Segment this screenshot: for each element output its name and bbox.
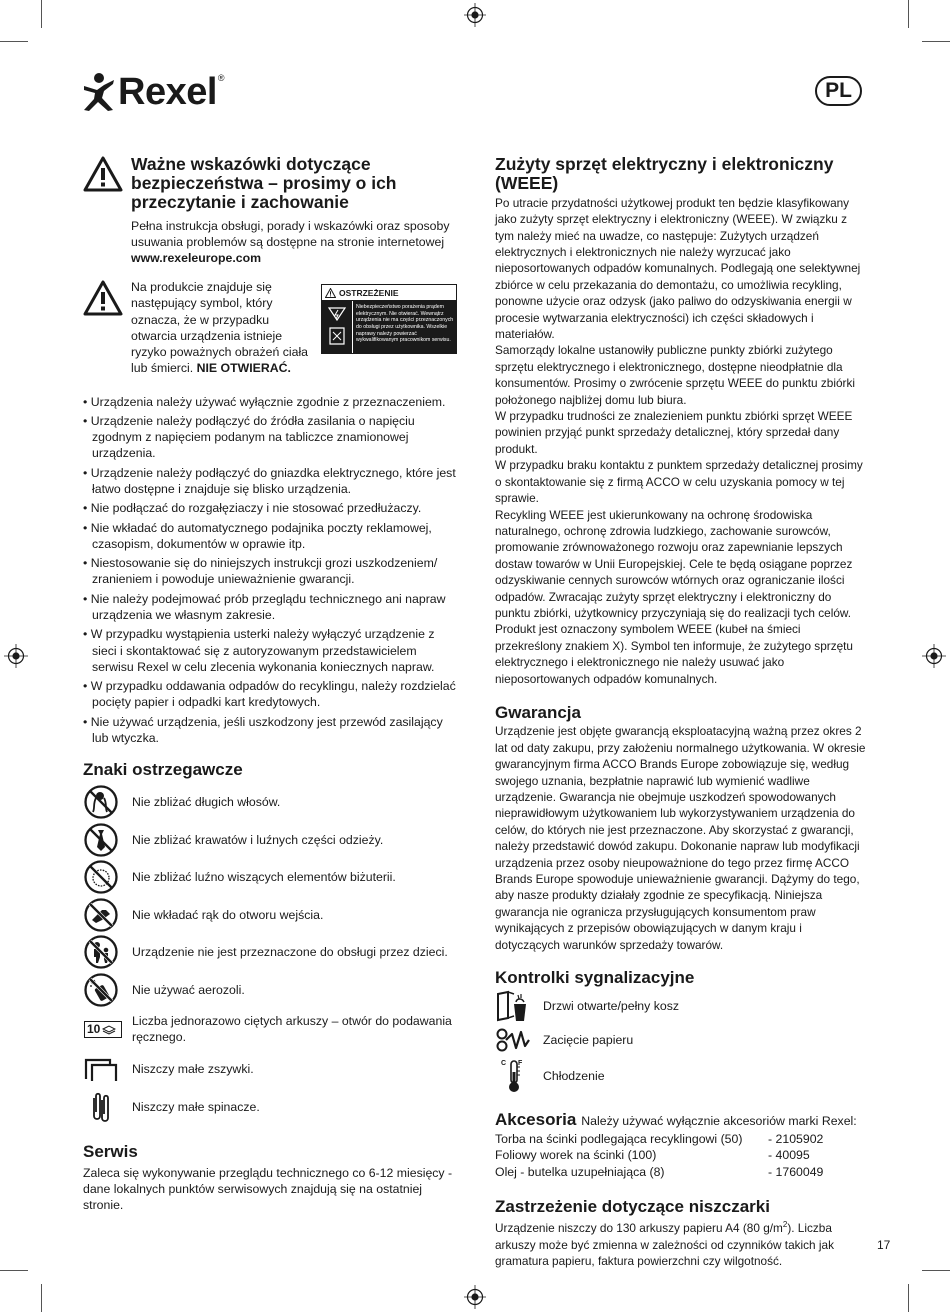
sheet-capacity-icon [83, 1011, 123, 1047]
weee-paragraph: Po utracie przydatności użytkowej produkt ten będzie klasyfikowany jako zużyty sprzęt elektryczny i elektroniczny (WEEE). W związku z tym należy mieć na uwadze, co następuje: Zużytych urządzeń elektrycznych i elektronicznych nie należy wyrzucać jako nieposortowanych odpadów komunalnych. Podlegają one selektywnej zbiórce w celu przekazania do demontażu, co umożliwia recykling, ponowne użycie oraz odzysk (jako paliwo do odzyskiwania energii w procesie wytwarzania elektryczności) ich części składowych i materiałów. [495, 195, 861, 342]
crop-mark [41, 1284, 42, 1312]
service-text: Zaleca się wykonywanie przeglądu technicznego co 6-12 miesięcy - dane lokalnych punktów serwisowych znajdują się na ostatniej stronie. [83, 1165, 453, 1213]
staple-icon [84, 1055, 118, 1083]
warning-signs-title: Znaki ostrzegawcze [83, 759, 243, 779]
indicator-text: Zacięcie papieru [543, 1033, 634, 1048]
safety-bullet: • Urządzenie należy podłączyć do gniazdka elektrycznego, które jest łatwo dostępne i znajduje się blisko urządzenia. [83, 465, 458, 497]
electric-shock-icon [322, 301, 352, 353]
warning-sign-row [83, 933, 458, 971]
cooling-thermometer-icon [501, 1058, 527, 1094]
warning-label [321, 284, 457, 354]
accessory-code: - 40095 [768, 1148, 810, 1163]
weee-paragraph: W przypadku trudności ze znalezieniem punktu zbiórki sprzęt WEEE powinien przyjąć punkt sprzedaży detalicznej, który sprzedał dany produkt. [495, 409, 853, 456]
registration-mark-icon [464, 3, 486, 27]
registered-mark: ® [217, 73, 225, 83]
disclaimer-text-a: Urządzenie niszczy do 130 arkuszy papieru A4 (80 g/m [495, 1221, 783, 1236]
paperclip-icon [86, 1090, 116, 1124]
warning-sign-text: Nie zbliżać długich włosów. [132, 795, 281, 809]
no-jewellery-icon [84, 860, 118, 894]
crop-mark [922, 1270, 950, 1271]
no-tie-icon [84, 823, 118, 857]
safety-bullet: • Nie używać urządzenia, jeśli uszkodzony jest przewód zasilający lub wtyczka. [83, 714, 458, 746]
no-children-icon [84, 935, 118, 969]
indicators-title: Kontrolki sygnalizacyjne [495, 968, 695, 988]
warning-sign-text: Urządzenie nie jest przeznaczone do obsługi przez dzieci. [132, 945, 448, 959]
safety-header [83, 155, 458, 266]
warning-sign-text: Nie używać aerozoli. [132, 982, 245, 997]
service-title: Serwis [83, 1142, 138, 1162]
disclaimer-text [495, 1217, 867, 1269]
do-not-open-text: NIE OTWIERAĆ. [196, 361, 291, 376]
website-link[interactable]: www.rexeleurope.com [131, 251, 262, 266]
warranty-text: Urządzenie jest objęte gwarancją eksploatacyjną ważną przez okres 2 lat od daty zakupu, przy założeniu normalnego użytkowania. W okresie gwarancyjnym firma ACCO Brands Europe zobowiązuje się, według swojego uznania, bezpłatnie naprawić lub wymienić wadliwe urządzenie. Gwarancja nie obejmuje uszkodzeń spowodowanych nieprawidłowym użytkowaniem lub wykorzystywaniem urządzenia do celów, do których nie jest przeznaczone. Aby skorzystać z gwarancji, należy przedstawić dowód zakupu. Dokonanie napraw lub modyfikacji urządzenia przez osoby nieupoważnione do tego przez firmę ACCO Brands Europe spowoduje unieważnienie gwarancji. Dążymy do tego, aby nasze produkty działały zgodnie ze specyfikacją. Niniejsza gwarancja nie ogranicza przysługujących konsumentom praw wynikających z przepisów obowiązujących w danym kraju i dotyczących warunków sprzedaży towarów. [495, 724, 866, 952]
indicator-row [495, 1057, 867, 1095]
warning-label-title: OSTRZEŻENIE [339, 287, 399, 298]
warning-triangle-icon [325, 288, 336, 298]
warning-sign-text: Niszczy małe spinacze. [132, 1099, 260, 1114]
right-column [495, 155, 867, 1269]
paper-jam-icon [495, 1026, 531, 1054]
warning-triangle-icon [83, 156, 123, 192]
safety-bullets [83, 394, 458, 746]
safety-bullet: • W przypadku wystąpienia usterki należy wyłączyć urządzenie z sieci i skontaktować się z autoryzowanym przedstawicielem serwisu Rexel w celu zlecenia wykonania koniecznych napraw. [83, 626, 458, 674]
warning-sign-text: Nie zbliżać krawatów i luźnych części odzieży. [132, 832, 384, 847]
registration-mark-icon [4, 644, 28, 668]
warranty-title: Gwarancja [495, 702, 581, 722]
weee-title: Zużyty sprzęt elektryczny i elektroniczny (WEEE) [495, 154, 834, 193]
weee-paragraph: Produkt jest oznaczony symbolem WEEE (kubeł na śmieci przekreślony znakiem X). Symbol ten informuje, że zużytego sprzętu elektrycznego i elektronicznego nie należy usuwać jako nieposortowanych odpadów komunalnych. [495, 622, 853, 686]
warning-sign-row [83, 821, 458, 859]
svg-text:F: F [518, 1060, 523, 1068]
accessory-row [495, 1147, 867, 1163]
weee-paragraph: W przypadku braku kontaktu z punktem sprzedaży detalicznej prosimy o skontaktowanie się z firmą ACCO w celu uzyskania pomocy w tej sprawie. [495, 458, 863, 506]
safety-bullet: • Nie wkładać do automatycznego podajnika poczty reklamowej, czasopism, dokumentów w oprawie itp. [83, 520, 458, 552]
warning-sign-row [83, 1050, 458, 1088]
warning-sign-row [83, 783, 458, 821]
crop-mark [908, 1284, 909, 1312]
language-badge: PL [815, 76, 862, 106]
indicators-list [495, 989, 867, 1095]
warning-sign-row [83, 858, 458, 896]
door-open-bin-full-icon [495, 990, 529, 1022]
accessories-header [495, 1111, 867, 1129]
sheet-capacity-badge: 10 [87, 1022, 101, 1037]
crop-mark [908, 0, 909, 28]
safety-bullet: • W przypadku oddawania odpadów do recyklingu, należy rozdzielać pocięty papier i odpadki kart kredytowych. [83, 678, 458, 710]
indicator-text: Drzwi otwarte/pełny kosz [543, 999, 679, 1014]
accessories-intro: Należy używać wyłącznie akcesoriów marki Rexel: [581, 1114, 857, 1129]
warning-sign-row [83, 1088, 458, 1126]
registration-mark-icon [922, 644, 946, 668]
symbol-note [131, 279, 313, 376]
crop-mark [922, 41, 950, 42]
safety-bullet: • Urządzenie należy podłączyć do źródła zasilania o napięciu zgodnym z napięciem podanym na tabliczce znamionowej urządzenia. [83, 413, 458, 461]
accessory-code: - 1760049 [768, 1164, 824, 1179]
disclaimer-title: Zastrzeżenie dotyczące niszczarki [495, 1196, 770, 1216]
disclaimer-sup: 2 [782, 1220, 788, 1230]
disclaimer-text-b: ). Liczba arkuszy może być zmienna w zależności od czynników takich jak gramatura papieru, faktura powierzchni czy wilgotność. [495, 1221, 834, 1269]
safety-intro [131, 218, 458, 267]
warning-sign-text: Nie wkładać rąk do otworu wejścia. [132, 907, 324, 922]
safety-bullet: • Urządzenia należy używać wyłącznie zgodnie z przeznaczeniem. [83, 394, 458, 410]
svg-text:C: C [501, 1060, 507, 1068]
accessory-name: Torba na ścinki podlegająca recyklingowi (50) [495, 1131, 743, 1146]
no-hands-icon [84, 898, 118, 932]
rexel-logo [82, 70, 225, 114]
no-aerosol-icon [84, 973, 118, 1007]
accessory-row [495, 1131, 867, 1147]
accessory-code: - 2105902 [768, 1131, 824, 1146]
safety-title: Ważne wskazówki dotyczące bezpieczeństwa – prosimy o ich przeczytanie i zachowanie [131, 154, 397, 212]
brand-name: Rexel [118, 71, 217, 113]
accessory-name: Olej - butelka uzupełniająca (8) [495, 1164, 665, 1179]
warning-sign-text: Niszczy małe zszywki. [132, 1062, 254, 1076]
warning-label-header [322, 285, 456, 301]
warning-sign-row [83, 1008, 458, 1050]
page-number: 17 [877, 1238, 891, 1252]
warning-label-body [322, 301, 456, 353]
indicator-row [495, 1023, 867, 1057]
indicator-row [495, 989, 867, 1023]
accessory-row [495, 1164, 867, 1180]
symbol-note-text: Na produkcie znajduje się następujący symbol, który oznacza, że w przypadku otwarcia urządzenia istnieje ryzyko poważnych obrażeń ciała lub śmierci. [131, 280, 309, 376]
weee-paragraph: Samorządy lokalne ustanowiły publiczne punkty zbiórki zużytego sprzętu elektrycznego i elektronicznego, dostępne nieodpłatnie dla konsumentów. Prosimy o zwrócenie sprzętu WEEE do punktu zbiórki położonego najbliżej domu lub biura. [495, 343, 855, 407]
crop-mark [41, 0, 42, 28]
warning-sign-row [83, 971, 458, 1009]
registration-mark-icon [464, 1285, 486, 1309]
indicator-text: Chłodzenie [543, 1069, 605, 1084]
safety-bullet: • Niestosowanie się do niniejszych instrukcji grozi uszkodzeniem/ zranieniem i powoduje unieważnienie gwarancji. [83, 555, 458, 587]
safety-intro-text: Pełna instrukcja obsługi, porady i wskazówki oraz sposoby usuwania problemów są dostępne na stronie internetowej [131, 218, 450, 249]
warning-sign-row [83, 896, 458, 934]
safety-bullet: • Nie podłączać do rozgałęziaczy i nie stosować przedłużaczy. [83, 500, 458, 516]
warning-signs-list [83, 783, 458, 1125]
warning-label-text: Niebezpieczeństwo porażenia prądem elektrycznym. Nie otwierać. Wewnątrz urządzenia nie ma części przeznaczonych do obsługi przez użytkownika. Wszelkie naprawy należy powierzać wykwalifikowanym pracownikom serwisu. [352, 301, 456, 353]
safety-bullet: • Nie należy podejmować prób przeglądu technicznego ani napraw urządzenia we własnym zakresie. [83, 591, 458, 623]
warning-sign-text: Nie zbliżać luźno wiszących elementów biżuterii. [132, 870, 396, 884]
warning-triangle-icon [83, 280, 123, 316]
weee-paragraph: Recykling WEEE jest ukierunkowany na ochronę środowiska naturalnego, ochronę zdrowia ludzkiego, zachowanie surowców, promowanie zrównoważonego rozwoju oraz zapewnianie lepszych dostaw towarów w Unii Europejskiej. Cele te będą osiągane poprzez odzyskiwanie cennych surowców wtórnych oraz ograniczanie ilości odpadów. Zwracając zużyty sprzęt elektryczny i elektroniczny do punktu zbiórki, użytkownicy przyczyniają się do realizacji tych celów. [495, 507, 853, 620]
crop-mark [0, 1270, 28, 1271]
accessories-title: Akcesoria [495, 1110, 577, 1130]
no-long-hair-icon [84, 785, 118, 819]
left-column [83, 155, 458, 1213]
crop-mark [0, 41, 28, 42]
warning-sign-text: Liczba jednorazowo ciętych arkuszy – otwór do podawania ręcznego. [132, 1014, 452, 1045]
symbol-note-block [83, 279, 458, 376]
rexel-figure-icon [82, 72, 116, 112]
accessories-list [495, 1131, 867, 1180]
accessory-name: Foliowy worek na ścinki (100) [495, 1148, 657, 1163]
